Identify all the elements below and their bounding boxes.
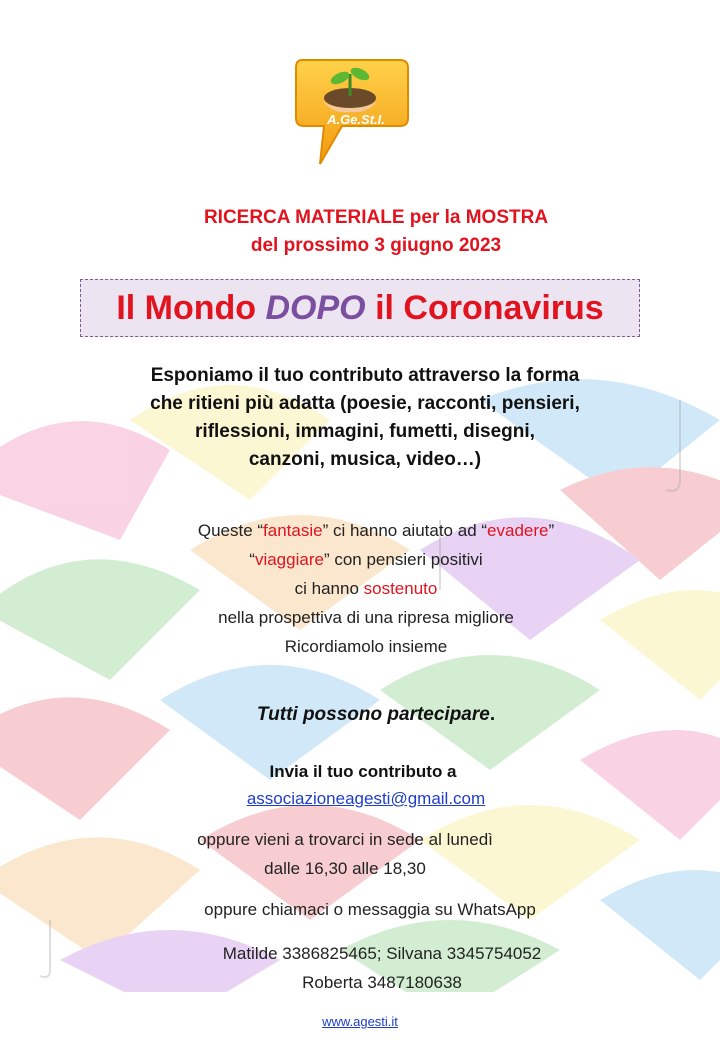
everyone-dot: . [489,704,496,725]
message-line-3 [0,574,720,603]
msg-text: ” [548,521,555,540]
logo-text [326,112,385,127]
title-part-1: Il Mondo [116,289,266,327]
message-line-5: Ricordiamolo insieme [284,637,448,656]
message-line-2 [0,545,720,574]
title-box [80,279,640,337]
msg-text: ci hanno [294,579,364,598]
everyone-can-participate [0,704,720,726]
msg-text: ” con pensieri positivi [323,550,483,569]
heading-line-2: del prossimo 3 giugno 2023 [250,235,502,256]
intro-line-1: Esponiamo il tuo contributo attraverso la forma [150,365,580,386]
visit-line-2: dalle 16,30 alle 18,30 [264,859,426,878]
msg-highlight-evadere: evadere [487,521,549,540]
msg-text: ” ci hanno aiutato ad “ [322,521,488,540]
send-contribution-label: Invia il tuo contributo a [269,762,457,781]
footer [0,1014,720,1029]
message-line-4: nella prospettiva di una ripresa migliore [218,608,514,627]
agesti-logo [292,56,412,168]
intro-text [0,362,720,474]
intro-line-4: canzoni, musica, video…) [248,449,482,470]
event-heading [0,204,720,260]
msg-text: “ [249,550,255,569]
visit-line-1: oppure vieni a trovarci in sede al lunedì [197,830,493,849]
message-line-1 [0,516,720,545]
intro-line-2: che ritieni più adatta (poesie, racconti, pensieri, [150,393,580,414]
msg-text: Queste “ [197,521,264,540]
msg-highlight-fantasie: fantasie [263,521,323,540]
contacts-line-2: Roberta 3487180638 [302,973,462,992]
everyone-text: Tutti possono partecipare [256,704,490,725]
heading-line-1: RICERCA MATERIALE per la MOSTRA [203,207,549,228]
email-link[interactable]: associazioneagesti@gmail.com [246,789,486,808]
website-link[interactable]: www.agesti.it [322,1014,398,1029]
svg-text:A.Ge.St.I.: A.Ge.St.I. [327,112,385,127]
title-part-dopo: DOPO [265,289,366,327]
call-line: oppure chiamaci o messaggia su WhatsApp [204,900,536,919]
title-part-3: il Coronavirus [365,289,604,327]
msg-highlight-sostenuto: sostenuto [363,579,438,598]
contacts-line-1: Matilde 3386825465; Silvana 3345754052 [222,944,542,963]
message-block [0,516,720,661]
msg-highlight-viaggiare: viaggiare [254,550,324,569]
intro-line-3: riflessioni, immagini, fumetti, disegni, [195,421,535,442]
